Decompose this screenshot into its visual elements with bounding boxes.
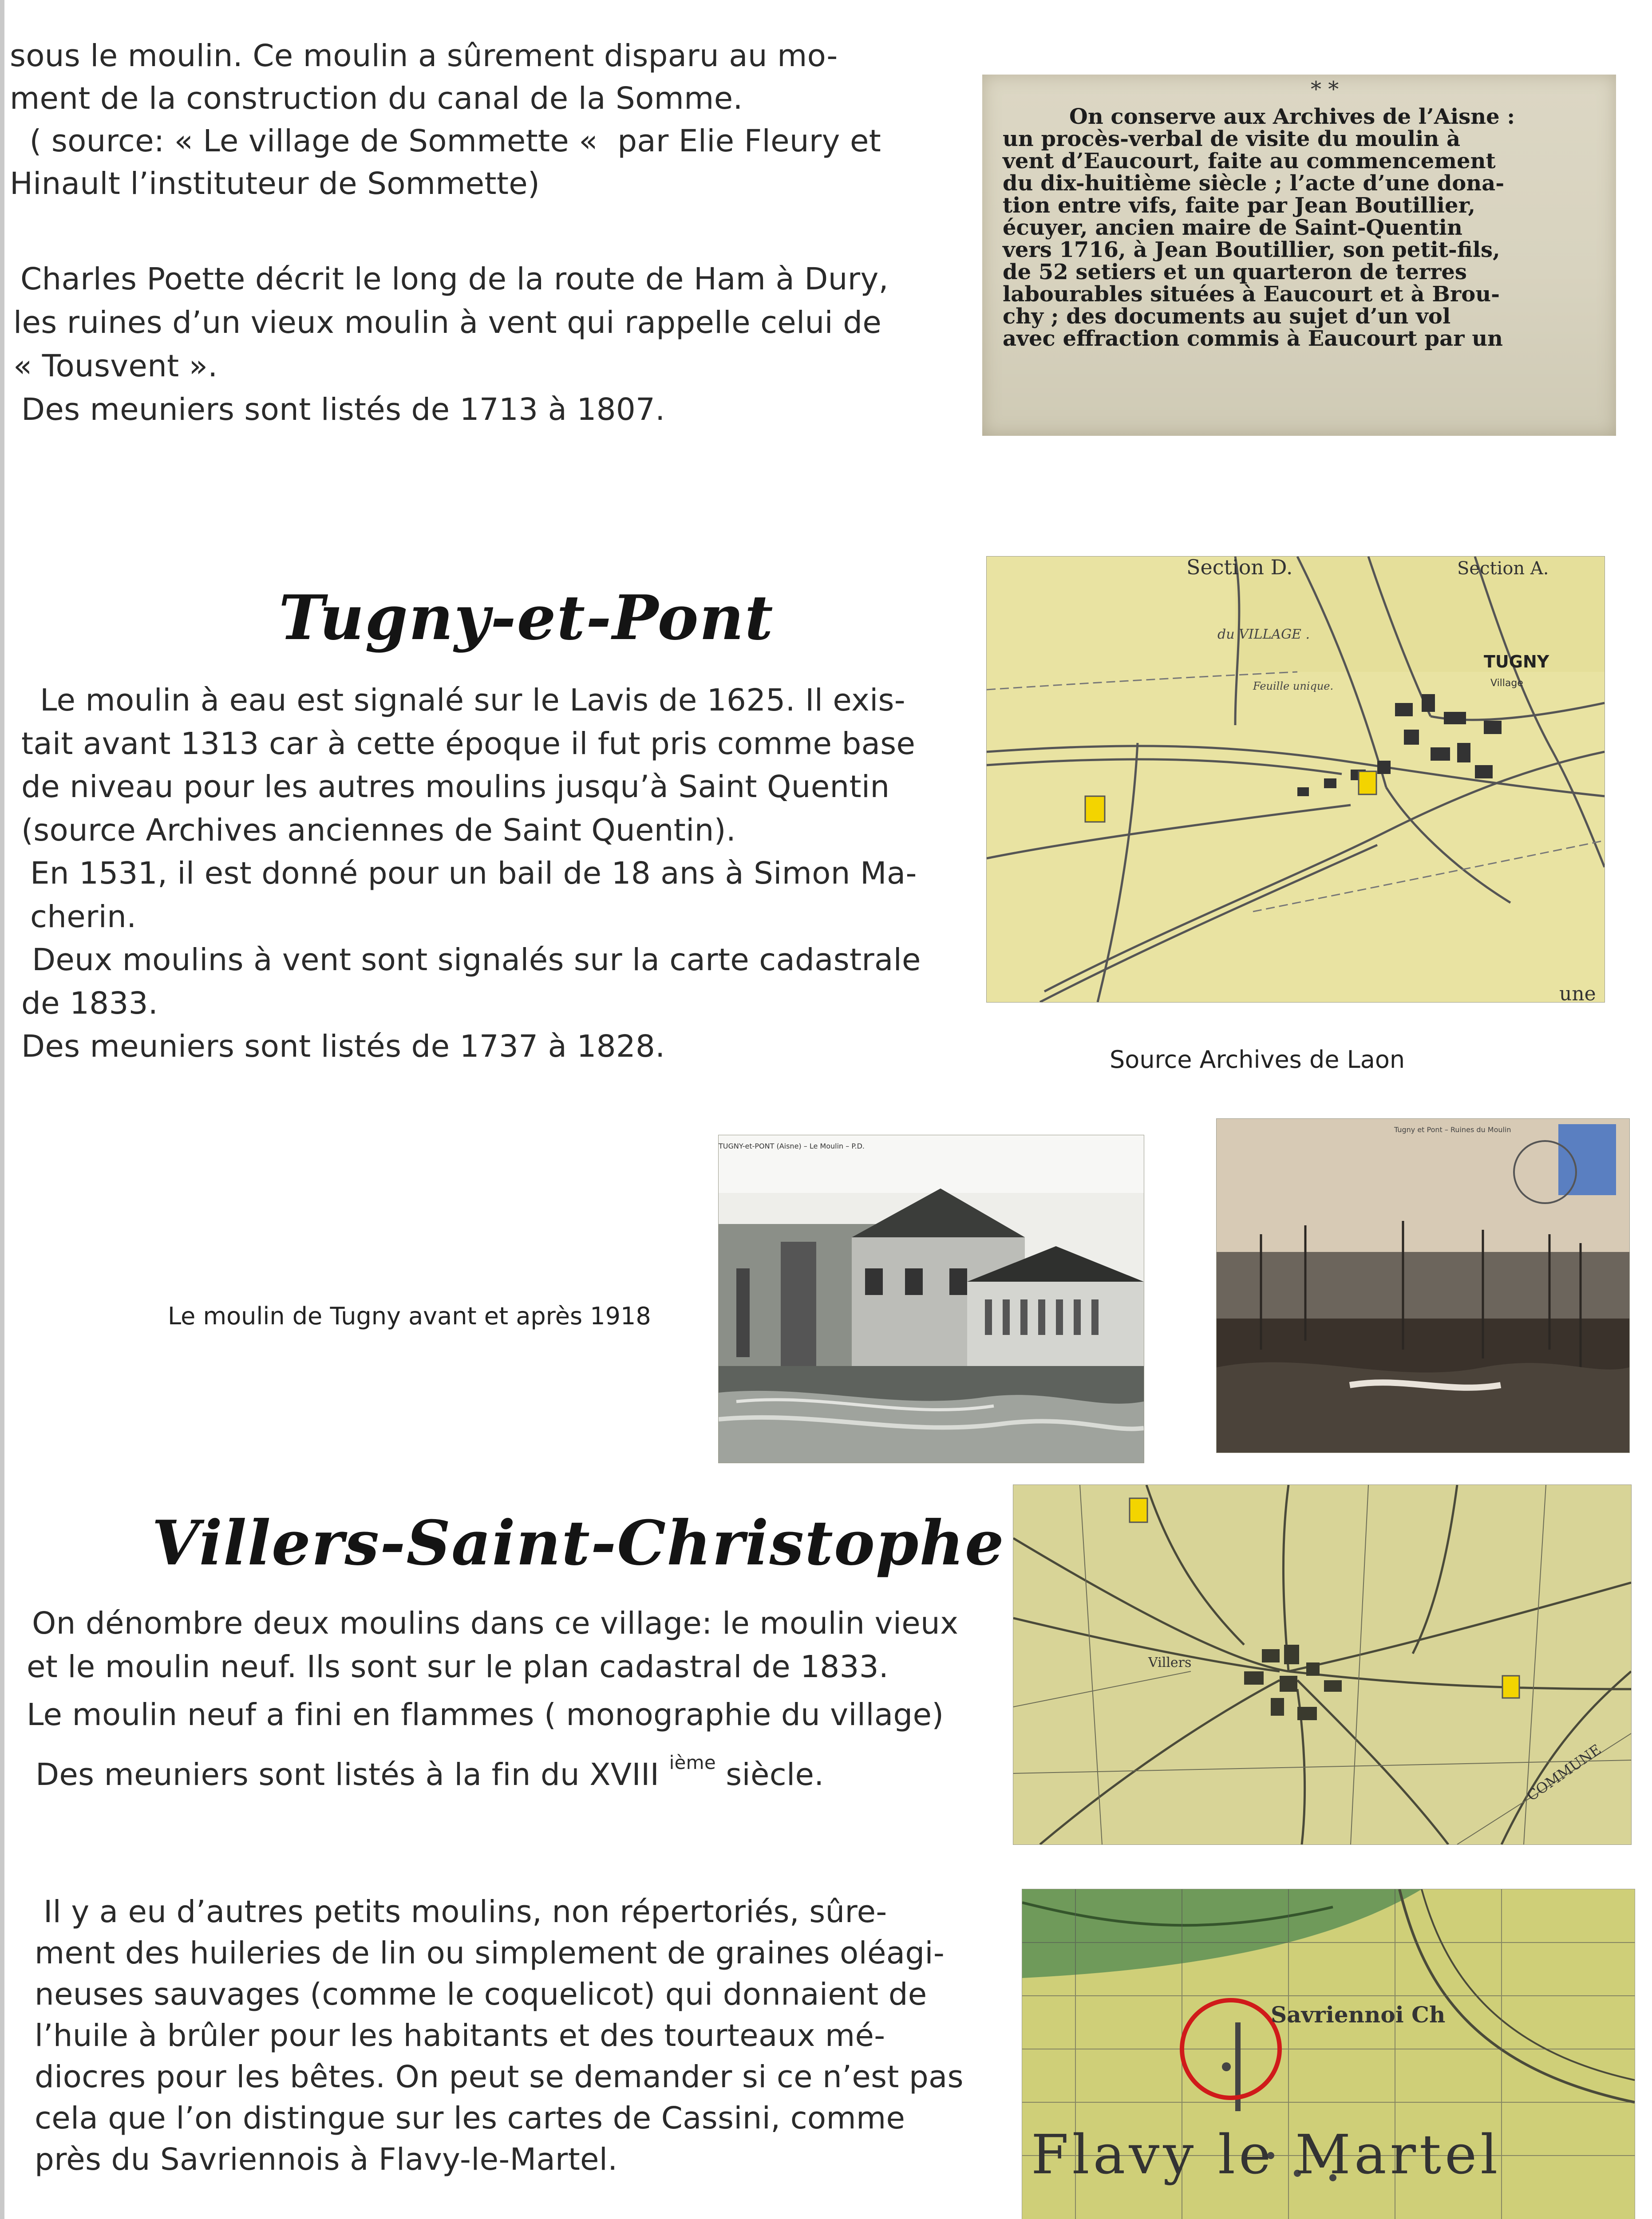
tugny-line: de niveau pour les autres moulins jusqu’à Saint Quentin [21, 769, 890, 805]
archive-stars: * * [1311, 77, 1339, 102]
intro-line: Des meuniers sont listés de 1713 à 1807. [21, 392, 665, 427]
tugny-cadastral-map [986, 556, 1605, 1003]
postcard1-header: TUGNY-et-PONT (Aisne) – Le Moulin – P.D. [719, 1142, 865, 1150]
villers-last-line-text: Des meuniers sont listés à la fin du XVIII [36, 1757, 660, 1793]
map-label-tugny: TUGNY [1484, 652, 1549, 671]
small-mills-line: près du Savriennois à Flavy-le-Martel. [35, 2142, 618, 2177]
map-label-feuille: Feuille unique. [1253, 680, 1334, 692]
tugny-paragraph [21, 679, 921, 1069]
tugny-postcard-before [718, 1135, 1144, 1463]
tugny-line: Le moulin à eau est signalé sur le Lavis de 1625. Il exis- [40, 683, 906, 718]
intro-line: Hinault l’instituteur de Sommette) [10, 166, 540, 201]
map-label-corner: une [1559, 983, 1596, 1002]
intro-line: Charles Poette décrit le long de la route de Ham à Dury, [20, 261, 889, 297]
archive-line: On conserve aux Archives de l’Aisne : [1069, 104, 1515, 129]
tugny-line: cherin. [30, 899, 137, 935]
villers-cadastral-map [1013, 1485, 1632, 1845]
small-mills-line: cela que l’on distingue sur les cartes de Cassini, comme [35, 2101, 905, 2136]
archive-line: tion entre vifs, faite par Jean Boutillier, [1003, 193, 1476, 218]
small-mills-line: neuses sauvages (comme le coquelicot) qui donnaient de [35, 1977, 927, 2012]
map-label-villers: Villers [1148, 1655, 1192, 1670]
archive-line: vers 1716, à Jean Boutillier, son petit-fils, [1003, 237, 1500, 262]
archive-line: du dix-huitième siècle ; l’acte d’une dona- [1003, 171, 1505, 196]
intro-paragraph-2 [13, 257, 889, 431]
small-mills-line: Il y a eu d’autres petits moulins, non répertoriés, sûre- [43, 1894, 887, 1930]
small-mills-line: ment des huileries de lin ou simplement de graines oléagi- [35, 1935, 945, 1971]
intro-line: sous le moulin. Ce moulin a sûrement disparu au mo- [10, 38, 838, 74]
archive-text [1003, 106, 1515, 350]
villers-line [27, 1739, 958, 1799]
map-label-section-a: Section A. [1457, 558, 1549, 579]
archive-line: vent d’Eaucourt, faite au commencement [1003, 149, 1496, 174]
villers-title: Villers-Saint-Christophe [152, 1507, 1005, 1579]
archive-line: écuyer, ancien maire de Saint-Quentin [1003, 215, 1462, 240]
map-label-savriennoi: Savriennoi Ch [1271, 2002, 1446, 2028]
archive-excerpt-image [982, 75, 1616, 436]
map-label-commune: COMMUNE [1524, 1741, 1605, 1804]
villers-line: Le moulin neuf a fini en flammes ( monographie du village) [27, 1697, 944, 1733]
tugny-line: tait avant 1313 car à cette époque il fut pris comme base [21, 726, 916, 762]
tugny-line: (source Archives anciennes de Saint Quentin). [21, 812, 736, 848]
small-mills-line: l’huile à brûler pour les habitants et des tourteaux mé- [35, 2018, 885, 2053]
map-label-tugny-village: Village [1490, 678, 1523, 689]
map-label-section-d: Section D. [1186, 557, 1293, 579]
postcard2-header: Tugny et Pont – Ruines du Moulin [1394, 1125, 1511, 1134]
intro-paragraph [10, 35, 881, 205]
villers-line: On dénombre deux moulins dans ce village: le moulin vieux [32, 1606, 959, 1641]
villers-paragraph [27, 1599, 958, 1799]
tugny-map-caption: Source Archives de Laon [1110, 1046, 1405, 1074]
intro-line: ment de la construction du canal de la Somme. [10, 81, 743, 116]
page-edge-shadow [0, 0, 4, 2219]
villers-last-line-end: siècle. [726, 1757, 824, 1793]
tugny-line: Des meuniers sont listés de 1737 à 1828. [21, 1029, 665, 1064]
tugny-photo-caption: Le moulin de Tugny avant et après 1918 [168, 1302, 651, 1330]
map-label-village: du VILLAGE . [1217, 627, 1310, 642]
small-mills-paragraph [35, 1891, 964, 2180]
cassini-map-flavy [1022, 1889, 1635, 2219]
archive-line: un procès-verbal de visite du moulin à [1003, 126, 1461, 151]
archive-line: avec effraction commis à Eaucourt par un [1003, 326, 1503, 351]
intro-line: « Tousvent ». [13, 348, 218, 384]
intro-line: les ruines d’un vieux moulin à vent qui rappelle celui de [13, 305, 882, 340]
archive-line: labourables situées à Eaucourt et à Brou- [1003, 282, 1500, 307]
archive-line: chy ; des documents au sujet d’un vol [1003, 304, 1451, 329]
tugny-line: de 1833. [21, 985, 158, 1021]
tugny-line: Deux moulins à vent sont signalés sur la carte cadastrale [32, 942, 921, 978]
tugny-title: Tugny-et-Pont [279, 581, 774, 654]
map-label-flavy: Flavy le Martel [1031, 2123, 1502, 2186]
intro-line: ( source: « Le village de Sommette « par Elie Fleury et [10, 123, 881, 159]
villers-line: et le moulin neuf. Ils sont sur le plan cadastral de 1833. [27, 1649, 889, 1685]
small-mills-line: diocres pour les bêtes. On peut se demander si ce n’est pas [35, 2059, 964, 2095]
tugny-postcard-after [1216, 1118, 1630, 1453]
villers-superscript: ième [669, 1752, 716, 1773]
tugny-line: En 1531, il est donné pour un bail de 18 ans à Simon Ma- [30, 856, 917, 891]
archive-line: de 52 setiers et un quarteron de terres [1003, 260, 1467, 284]
